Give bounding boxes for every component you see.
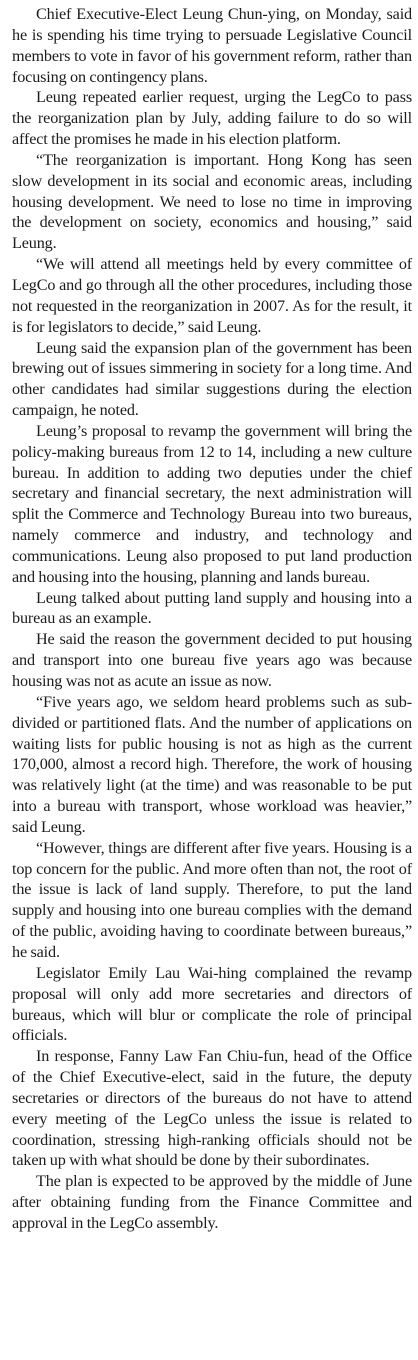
article-paragraph: “The reorganization is important. Hong Kong has seen slow development in its social and economic areas, including housing development. We need to lose no time in improving the development on society, economics and housing,” said Leung.: [12, 150, 412, 253]
article-paragraph: Leung talked about putting land supply and housing into a bureau as an example.: [12, 588, 412, 628]
article-paragraph: In response, Fanny Law Fan Chiu-fun, head of the Office of the Chief Executive-elect, said in the future, the deputy secretaries or directors of the bureaus do not have to attend every meeting of the LegCo unless the issue is related to coordination, stressing high-ranking officials should not be taken up with what should be done by their subordinates.: [12, 1047, 412, 1170]
article-paragraph: “Five years ago, we seldom heard problems such as sub-divided or partitioned flats. And the number of applications on waiting lists for public housing is not as high as the current 170,000, almost a record high. Therefore, the work of housing was relatively light (at the time) and was reasonable to be put into a bureau with transport, whose workload was heavier,” said Leung.: [12, 692, 412, 836]
article-paragraph: Leung repeated earlier request, urging the LegCo to pass the reorganization plan by July, adding failure to do so will affect the promises he made in his election platform.: [12, 88, 412, 149]
article-paragraph: Chief Executive-Elect Leung Chun-ying, on Monday, said he is spending his time trying to persuade Legislative Council members to vote in favor of his government reform, rather than focusing on contingency plans.: [12, 5, 412, 86]
article-paragraph: Legislator Emily Lau Wai-hing complained the revamp proposal will only add more secretaries and directors of bureaus, which will blur or complicate the role of principal officials.: [12, 963, 412, 1045]
article-paragraph: He said the reason the government decided to put housing and transport into one bureau five years ago was because housing was not as acute an issue as now.: [12, 630, 412, 690]
article-paragraph: “However, things are different after five years. Housing is a top concern for the public. And more often than not, the root of the issue is lack of land supply. Therefore, to put the land supply and housing into one bureau complies with the demand of the public, avoiding having to coordinate between bureaus,” he said.: [12, 838, 412, 961]
article-paragraph: Leung’s proposal to revamp the government will bring the policy-making bureaus from 12 to 14, including a new culture bureau. In addition to adding two deputies under the chief secretary and financial secretary, the next administration will split the Commerce and Technology Bureau into two bureaus, namely commerce and industry, and technology and communications. Leung also proposed to put land production and housing into the housing, planning and lands bureau.: [12, 421, 412, 586]
article-paragraph: Leung said the expansion plan of the government has been brewing out of issues simmering in society for a long time. And other candidates had similar suggestions during the election campaign, he noted.: [12, 338, 412, 420]
article-paragraph: The plan is expected to be approved by the middle of June after obtaining funding from the Finance Committee and approval in the LegCo assembly.: [12, 1172, 412, 1232]
article-paragraph: “We will attend all meetings held by every committee of LegCo and go through all the other procedures, including those not requested in the reorganization in 2007. As for the result, it is for legislators to decide,” said Leung.: [12, 255, 412, 336]
